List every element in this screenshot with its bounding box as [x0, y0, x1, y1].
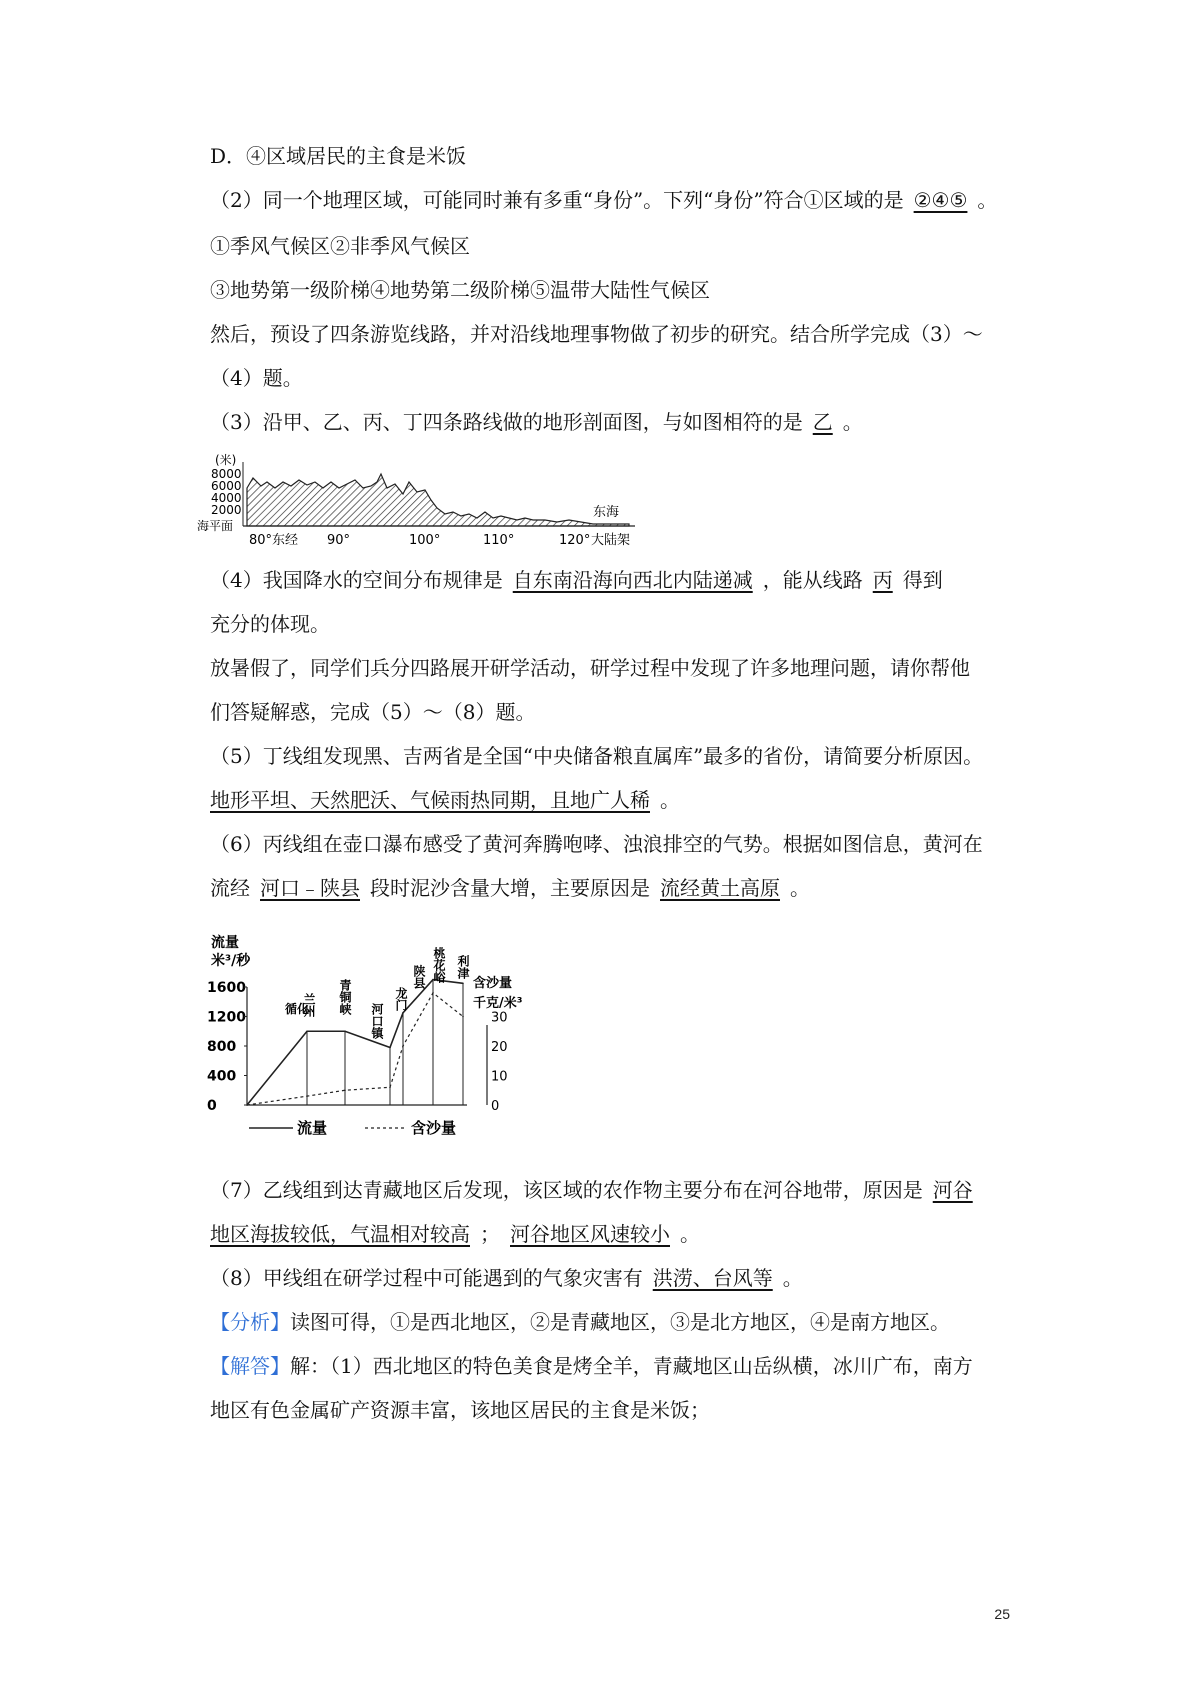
station-label: 利津	[456, 955, 470, 979]
terrain-profile-figure	[195, 452, 645, 552]
summer-paragraph: 放暑假了，同学们兵分四路展开研学活动，研学过程中发现了许多地理问题，请你帮他	[210, 656, 970, 680]
answer-4a: 自东南沿海向西北内陆递减	[512, 568, 753, 592]
intro-paragraph: 然后，预设了四条游览线路，并对沿线地理事物做了初步的研究。结合所学完成（3）～	[210, 322, 983, 346]
profile-x-tick: 80°东经	[249, 533, 299, 548]
option-line-a: ①季风气候区②非季风气候区	[210, 234, 470, 258]
legend-sediment: 含沙量	[411, 1119, 457, 1137]
analysis-line: 【分析】读图可得，①是西北地区，②是青藏地区，③是北方地区，④是南方地区。	[210, 1310, 950, 1334]
answer-6b: 流经黄土高原	[660, 876, 780, 900]
station-label: 龙门	[394, 987, 408, 1011]
sediment-series-line	[247, 993, 463, 1105]
profile-y-tick: 2000	[211, 503, 242, 517]
solution-line: 【解答】解：（1）西北地区的特色美食是烤全羊，青藏地区山岳纵横，冰川广布，南方	[210, 1354, 973, 1378]
intro-paragraph-cont: （4）题。	[210, 366, 303, 390]
profile-y-tick: 4000	[211, 491, 242, 505]
left-tick-label: 800	[207, 1039, 237, 1055]
solution-line-cont: 地区有色金属矿产资源丰富，该地区居民的主食是米饭；	[210, 1398, 710, 1422]
question-6-cont: 流经 河口﹣陕县 段时泥沙含量大增，主要原因是 流经黄土高原 。	[210, 876, 810, 900]
question-7-cont: 地区海拔较低，气温相对较高 ； 河谷地区风速较小 。	[210, 1222, 700, 1246]
profile-shelf-label: 大陆架	[591, 533, 631, 548]
profile-sea-label: 东海	[593, 505, 620, 520]
profile-y-unit: (米)	[215, 453, 237, 467]
answer-5: 地形平坦、天然肥沃、气候雨热同期，且地广人稀	[210, 788, 650, 812]
left-tick-label: 400	[207, 1068, 237, 1085]
question-4-cont: 充分的体现。	[210, 612, 330, 636]
right-tick-label: 0	[491, 1099, 500, 1114]
answer-2: ②④⑤	[913, 188, 968, 212]
right-tick-label: 10	[491, 1069, 508, 1085]
question-5: （5）丁线组发现黑、吉两省是全国“中央储备粮直属库”最多的省份，请简要分析原因。	[210, 744, 984, 768]
question-7: （7）乙线组到达青藏地区后发现，该区域的农作物主要分布在河谷地带，原因是 河谷	[210, 1176, 983, 1204]
question-6: （6）丙线组在壶口瀑布感受了黄河奔腾咆哮、浊浪排空的气势。根据如图信息，黄河在	[210, 832, 983, 856]
profile-y-tick: 海平面	[197, 519, 234, 533]
profile-x-tick: 90°	[327, 533, 351, 548]
solution-tag: 【解答】	[210, 1354, 290, 1378]
analysis-tag: 【分析】	[210, 1310, 290, 1334]
answer-7a-end: 地区海拔较低，气温相对较高	[210, 1222, 470, 1246]
answer-8: 洪涝、台风等	[652, 1266, 773, 1290]
left-tick-label: 1600	[207, 980, 246, 996]
answer-4b: 丙	[872, 568, 893, 592]
profile-x-tick: 110°	[483, 533, 515, 548]
flow-series-line	[247, 980, 463, 1105]
profile-y-tick: 8000	[211, 467, 242, 481]
station-label: 陕县	[412, 965, 426, 989]
question-8: （8）甲线组在研学过程中可能遇到的气象灾害有 洪涝、台风等 。	[210, 1266, 803, 1290]
right-tick-label: 30	[491, 1010, 508, 1026]
summer-paragraph-cont: 们答疑解惑，完成（5）～（8）题。	[210, 700, 536, 724]
option-d: D．④区域居民的主食是米饭	[210, 144, 467, 168]
profile-x-tick: 120°	[559, 533, 591, 548]
station-label: 桃花峪	[432, 947, 446, 983]
question-3: （3）沿甲、乙、丙、丁四条路线做的地形剖面图，与如图相符的是 乙 。	[210, 410, 863, 434]
left-tick-label: 0	[207, 1098, 217, 1114]
question-4: （4）我国降水的空间分布规律是 自东南沿海向西北内陆递减 ，能从线路 丙 得到	[210, 568, 943, 592]
answer-7a-start: 河谷	[932, 1178, 973, 1202]
profile-y-tick: 6000	[211, 479, 242, 493]
sediment-point	[246, 1104, 248, 1106]
question-2: （2）同一个地理区域，可能同时兼有多重“身份”。下列“身份”符合①区域的是 ②④⑤ 。	[210, 188, 998, 212]
answer-6a: 河口﹣陕县	[260, 876, 360, 900]
answer-3: 乙	[812, 410, 833, 434]
answer-7b: 河谷地区风速较小	[510, 1222, 670, 1246]
page-number: 25	[994, 1606, 1010, 1622]
right-axis-title: 含沙量千克/米³	[473, 976, 523, 1011]
station-label: 兰州	[302, 993, 316, 1017]
legend-flow: 流量	[297, 1119, 328, 1137]
right-tick-label: 20	[491, 1040, 508, 1055]
left-axis-title: 流量米³/秒	[211, 935, 251, 969]
left-tick-label: 1200	[207, 1009, 246, 1026]
station-label: 青铜峡	[338, 979, 352, 1015]
profile-x-tick: 100°	[409, 533, 441, 548]
yellow-river-chart	[205, 925, 555, 1145]
option-line-b: ③地势第一级阶梯④地势第二级阶梯⑤温带大陆性气候区	[210, 278, 710, 302]
answer-5-line: 地形平坦、天然肥沃、气候雨热同期，且地广人稀 。	[210, 788, 680, 812]
station-label: 河口镇	[370, 1003, 384, 1039]
extra-station-label: 循化	[285, 1002, 310, 1016]
